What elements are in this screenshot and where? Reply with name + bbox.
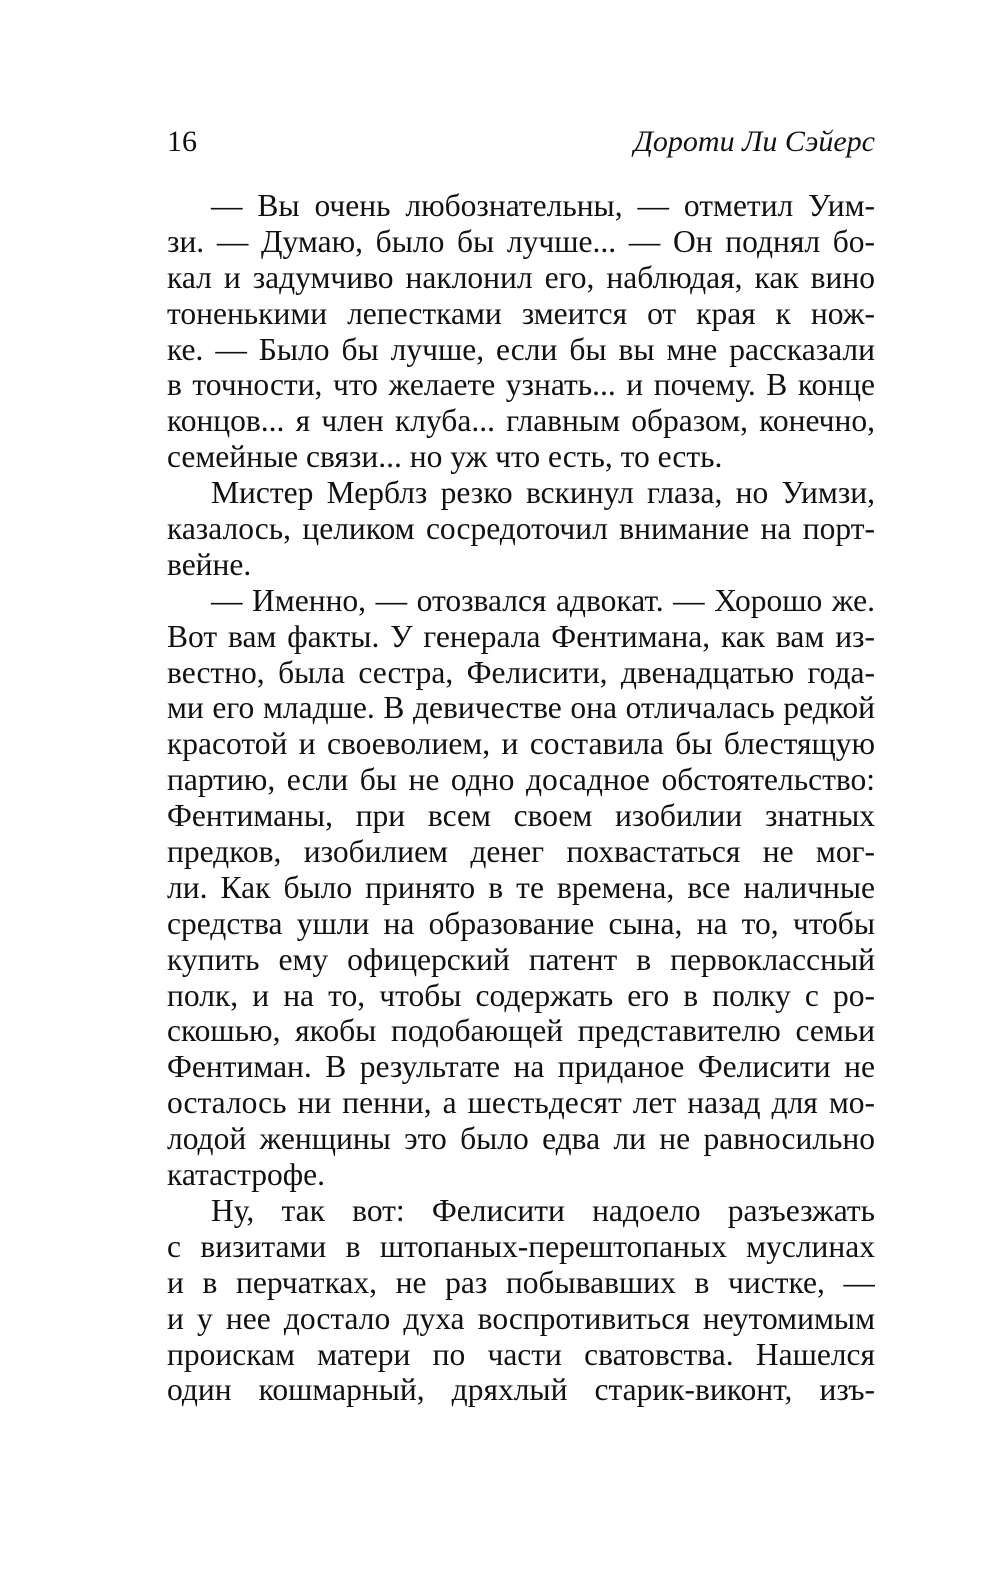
body-text bbox=[167, 188, 875, 1408]
text-line: Фентиманы, при всем своем изобилии знатных bbox=[167, 798, 875, 834]
text-line: средства ушли на образование сына, на то, чтобы bbox=[167, 905, 875, 941]
text-line: — Вы очень любознательны, — отметил Уим- bbox=[211, 188, 875, 223]
text-line: ли. Как было принято в те времена, все наличные bbox=[167, 869, 875, 905]
text-line: в точности, что желаете узнать... и почему. В конце bbox=[167, 367, 875, 403]
text-line: катастрофе. bbox=[167, 1157, 326, 1193]
text-line: купить ему офицерский патент в первоклассный bbox=[167, 941, 875, 977]
text-line: ми его младше. В девичестве она отличалась редкой bbox=[167, 690, 875, 726]
text-line: зи. — Думаю, было бы лучше... — Он поднял бо- bbox=[167, 223, 875, 259]
text-line: с визитами в штопаных-перештопаных муслинах bbox=[167, 1228, 875, 1264]
text-line: Мистер Мерблз резко вскинул глаза, но Уимзи, bbox=[211, 475, 875, 511]
text-line: красотой и своеволием, и составила бы блестящую bbox=[167, 726, 875, 762]
text-line: скошью, якобы подобающей представителю семьи bbox=[167, 1013, 875, 1049]
text-line: осталось ни пенни, а шестьдесят лет назад для мо- bbox=[167, 1085, 875, 1121]
text-line: концов... я член клуба... главным образом, конечно, bbox=[167, 403, 875, 439]
text-line: Ну, так вот: Фелисити надоело разъезжать bbox=[211, 1192, 875, 1228]
running-head-author: Дороти Ли Сэйерс bbox=[633, 125, 875, 158]
text-line: один кошмарный, дряхлый старик-виконт, изъ- bbox=[167, 1372, 875, 1408]
text-line: проискам матери по части сватовства. Нашелся bbox=[167, 1336, 875, 1372]
text-line: и у нее достало духа воспротивиться неутомимым bbox=[167, 1300, 875, 1336]
text-line: Вот вам факты. У генерала Фентимана, как вам из- bbox=[167, 618, 875, 654]
text-line: ке. — Было бы лучше, если бы вы мне рассказали bbox=[167, 331, 875, 367]
text-line: партию, если бы не одно досадное обстоятельство: bbox=[167, 762, 875, 798]
text-line: предков, изобилием денег похвастаться не мог- bbox=[167, 834, 875, 870]
text-line: лодой женщины это было едва ли не равносильно bbox=[167, 1121, 875, 1157]
text-line: тоненькими лепестками змеится от края к нож- bbox=[167, 295, 875, 331]
text-line: кал и задумчиво наклонил его, наблюдая, как вино bbox=[167, 259, 875, 295]
page-number: 16 bbox=[167, 125, 197, 158]
text-line: полк, и на то, чтобы содержать его в полку с ро- bbox=[167, 977, 875, 1013]
text-line: вейне. bbox=[167, 546, 252, 582]
text-line: вестно, была сестра, Фелисити, двенадцатью года- bbox=[167, 654, 875, 690]
text-line: казалось, целиком сосредоточил внимание на порт- bbox=[167, 511, 875, 547]
text-line: — Именно, — отозвался адвокат. — Хорошо же. bbox=[211, 582, 875, 618]
text-line: семейные связи... но уж что есть, то есть. bbox=[167, 439, 723, 475]
running-head bbox=[167, 124, 875, 160]
text-line: Фентиман. В результате на приданое Фелисити не bbox=[167, 1049, 875, 1085]
text-line: и в перчатках, не раз побывавших в чистке, — bbox=[167, 1264, 875, 1300]
